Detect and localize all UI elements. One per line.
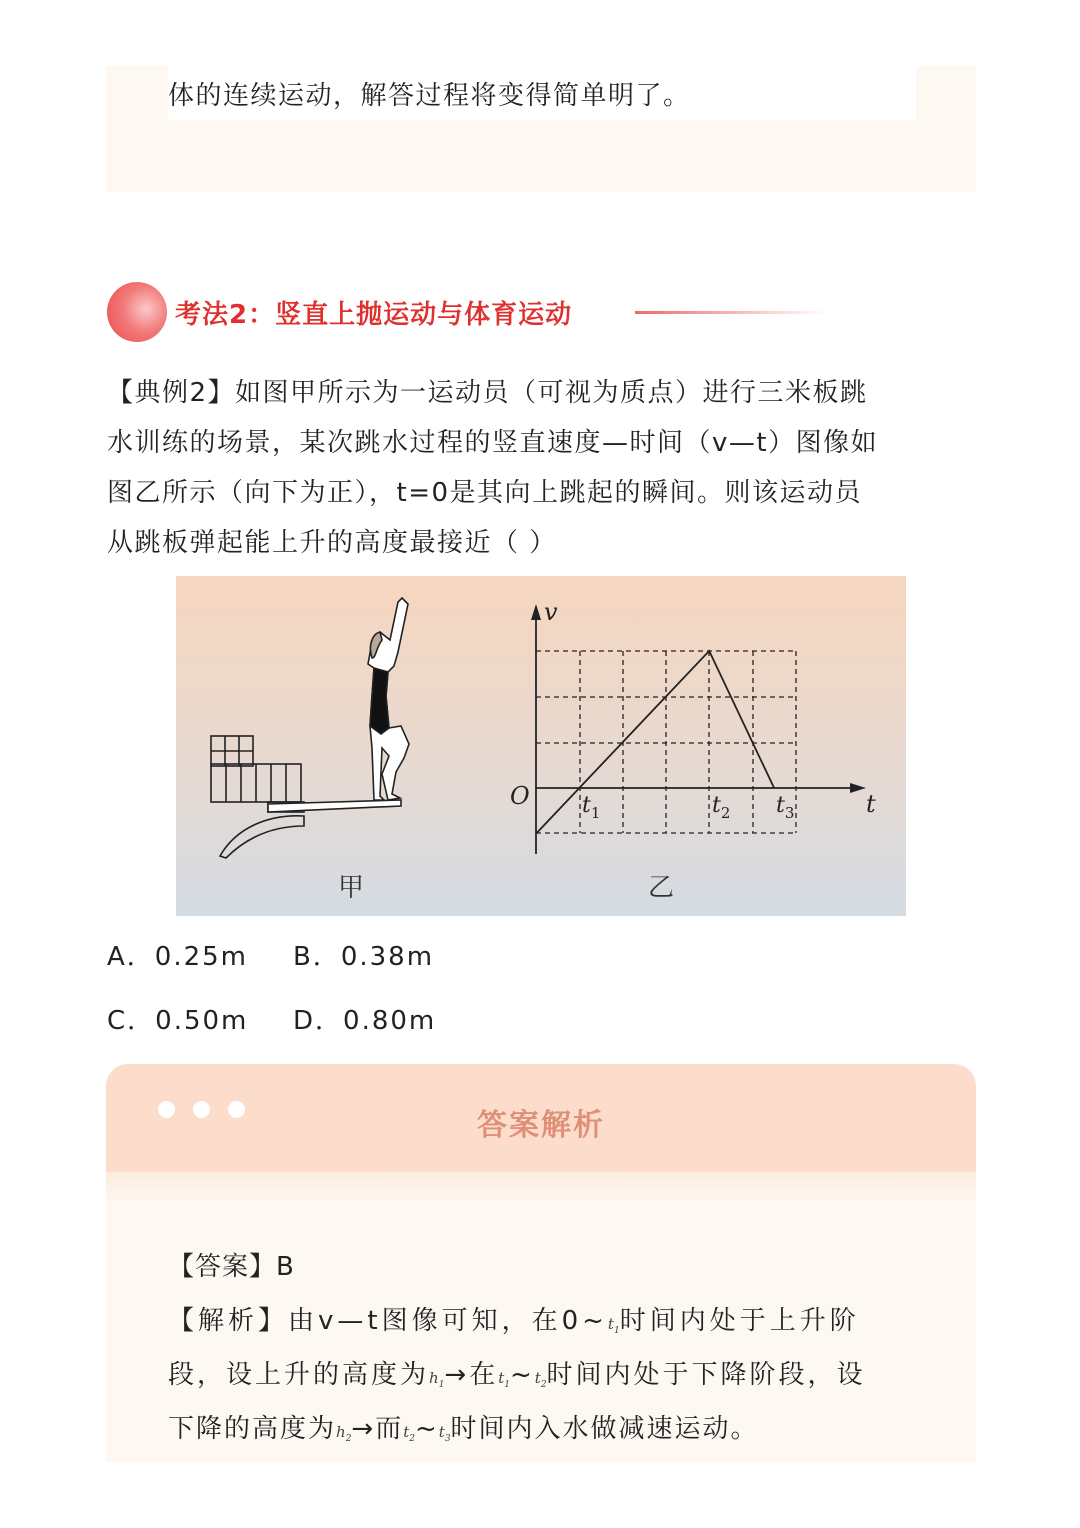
heading-circle-icon — [107, 282, 167, 342]
figure-svg — [176, 576, 906, 916]
analysis-line-1: 【解析】由v—t图像可知，在$0\sim t_1$时间内处于上升阶 — [168, 1306, 860, 1336]
v-axis-arrow — [531, 604, 541, 620]
origin-label: O — [510, 782, 530, 810]
board-support — [220, 816, 304, 858]
analysis-line-2: 段，设上升的高度为$h_1\to$在$t_1\sim t_2$时间内处于下降阶段，设 — [168, 1360, 866, 1390]
heading-divider — [635, 311, 827, 314]
question-text — [107, 368, 967, 568]
t2-tick-label: $t_2$ — [712, 793, 731, 822]
t-axis-arrow — [850, 783, 866, 793]
question-line: 【典例2】如图甲所示为一运动员（可视为质点）进行三米板跳 — [107, 378, 868, 408]
answer-card-header — [106, 1064, 976, 1172]
symbol-h1: $h_1$ — [429, 1369, 445, 1390]
caption-left: 甲 — [338, 873, 365, 903]
velocity-line — [536, 651, 774, 834]
question-line: 从跳板弹起能上升的高度最接近（ ） — [107, 528, 557, 558]
symbol-t3: $t_3$ — [438, 1423, 451, 1444]
t-axis-label: t — [866, 790, 876, 818]
question-line: 图乙所示（向下为正），t=0是其向上跳起的瞬间。则该运动员 — [107, 478, 863, 508]
answer-line: 【答案】B — [168, 1252, 295, 1282]
symbol-t1: $t_1$ — [607, 1315, 620, 1336]
intro-text: 体的连续运动，解答过程将变得简单明了。 — [168, 81, 691, 111]
analysis-line-3: 下降的高度为$h_2\to$而$t_2\sim t_3$时间内入水做减速运动。 — [168, 1414, 759, 1444]
option-c[interactable]: C．0.50m — [107, 1006, 249, 1036]
symbol-h2: $h_2$ — [336, 1423, 352, 1444]
answer-content — [168, 1246, 928, 1462]
answer-card-title: 答案解析 — [477, 1108, 605, 1143]
question-line: 水训练的场景，某次跳水过程的竖直速度—时间（v—t）图像如 — [107, 428, 879, 458]
symbol-t1: $t_1$ — [498, 1369, 510, 1390]
caption-right: 乙 — [648, 873, 675, 903]
section-heading — [107, 282, 907, 344]
v-axis-label: v — [544, 598, 558, 626]
t1-tick-label: $t_1$ — [582, 793, 601, 822]
section-title: 考法2：竖直上抛运动与体育运动 — [175, 300, 573, 330]
problem-figure — [176, 576, 906, 916]
graph-grid — [536, 651, 796, 833]
symbol-t2: $t_2$ — [403, 1423, 415, 1444]
option-a[interactable]: A．0.25m — [107, 942, 249, 972]
diver-illustration — [211, 598, 409, 858]
option-d[interactable]: D．0.80m — [293, 1006, 437, 1036]
vt-graph — [510, 598, 876, 854]
block-stack — [211, 736, 301, 802]
symbol-t2: $t_2$ — [534, 1369, 547, 1390]
option-b[interactable]: B．0.38m — [293, 942, 435, 972]
diver-swimsuit — [370, 668, 389, 734]
t3-tick-label: $t_3$ — [776, 793, 795, 822]
